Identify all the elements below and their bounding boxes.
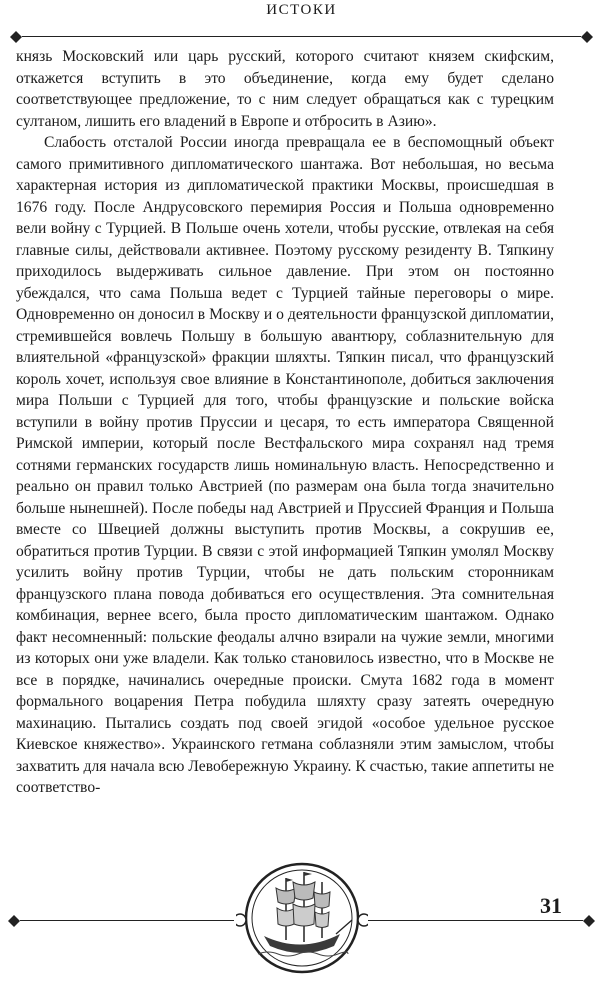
paragraph-continuation: князь Московский или царь русский, которого считают князем скифским, откажется вступить в это объединение, когда ему будет сделано соответствующее предложение, то с ним следует обращаться как с турецким султаном, лишить его владений в Европе и отбросить в Азию». — [16, 48, 554, 130]
footer-ornament-right-icon — [583, 914, 595, 926]
body-text — [16, 46, 554, 799]
header-ornament-left-icon — [10, 30, 22, 42]
sailing-ship-icon — [236, 858, 368, 981]
page-number: 31 — [540, 893, 562, 918]
footer-rule-left — [20, 920, 234, 921]
footer-rule-right — [368, 920, 583, 921]
footer-ornament-left-icon — [8, 914, 20, 926]
paragraph: Слабость отсталой России иногда превращала ее в беспомощный объект самого примитивного дипломатического шантажа. Вот небольшая, но весьма характерная история из дипломатической практики Москвы, происшедшая в 1676 году. После Андрусовского перемирия Россия и Польша одновременно вели войну с Турцией. В Польше очень хотели, чтобы русские, отвлекая на себя главные силы, действовали активнее. Поэтому русскому резиденту В. Тяпкину приходилось выдерживать сильное давление. При этом он постоянно убеждался, что сама Польша ведет с Турцией тайные переговоры о мире. Одновременно он доносил в Москву и о деятельности французской дипломатии, стремившейся вовлечь Польшу в большую авантюру, соблазнительную для влиятельной «французской» фракции шляхты. Тяпкин писал, что французский король хочет, используя свое влияние в Константинополе, добиться заключения мира Польши с Турцией для того, чтобы французские и польские войска вступили в войну против Пруссии и цесаря, то есть императора Священной Римской империи, который после Вестфальского мира сохранял над тремя сотнями германских государств лишь номинальную власть. Непосредственно и реально он правил только Австрией (по размерам она была тогда значительно больше нынешней). После победы над Австрией и Пруссией Франция и Польша вместе со Швецией должны выступить против Москвы, а сокрушив ее, обратиться против Турции. В связи с этой информацией Тяпкин умолял Москву усилить войну против Турции, чтобы не дать польским сторонникам французского плана повода добиваться его осуществления. Эта сомнительная комбинация, вернее всего, была просто дипломатическим шантажом. Однако факт несомненный: польские феодалы алчно взирали на чужие земли, многими из которых они уже владели. Как только становилось известно, что в Москве не все в порядке, начинались очередные происки. Смута 1682 года в момент формального воцарения Петра побудила шляхту сразу затеять очередную махинацию. Пытались создать под своей эгидой «особое удельное русское Киевское княжество». Украинского гетмана соблазняли этим замыслом, чтобы захватить для начала всю Левобережную Украину. К счастью, такие аппетиты не соответство- — [16, 134, 554, 796]
header-rule-line — [22, 36, 581, 37]
running-header-title: ИСТОКИ — [266, 2, 337, 18]
header-ornament-right-icon — [581, 30, 593, 42]
